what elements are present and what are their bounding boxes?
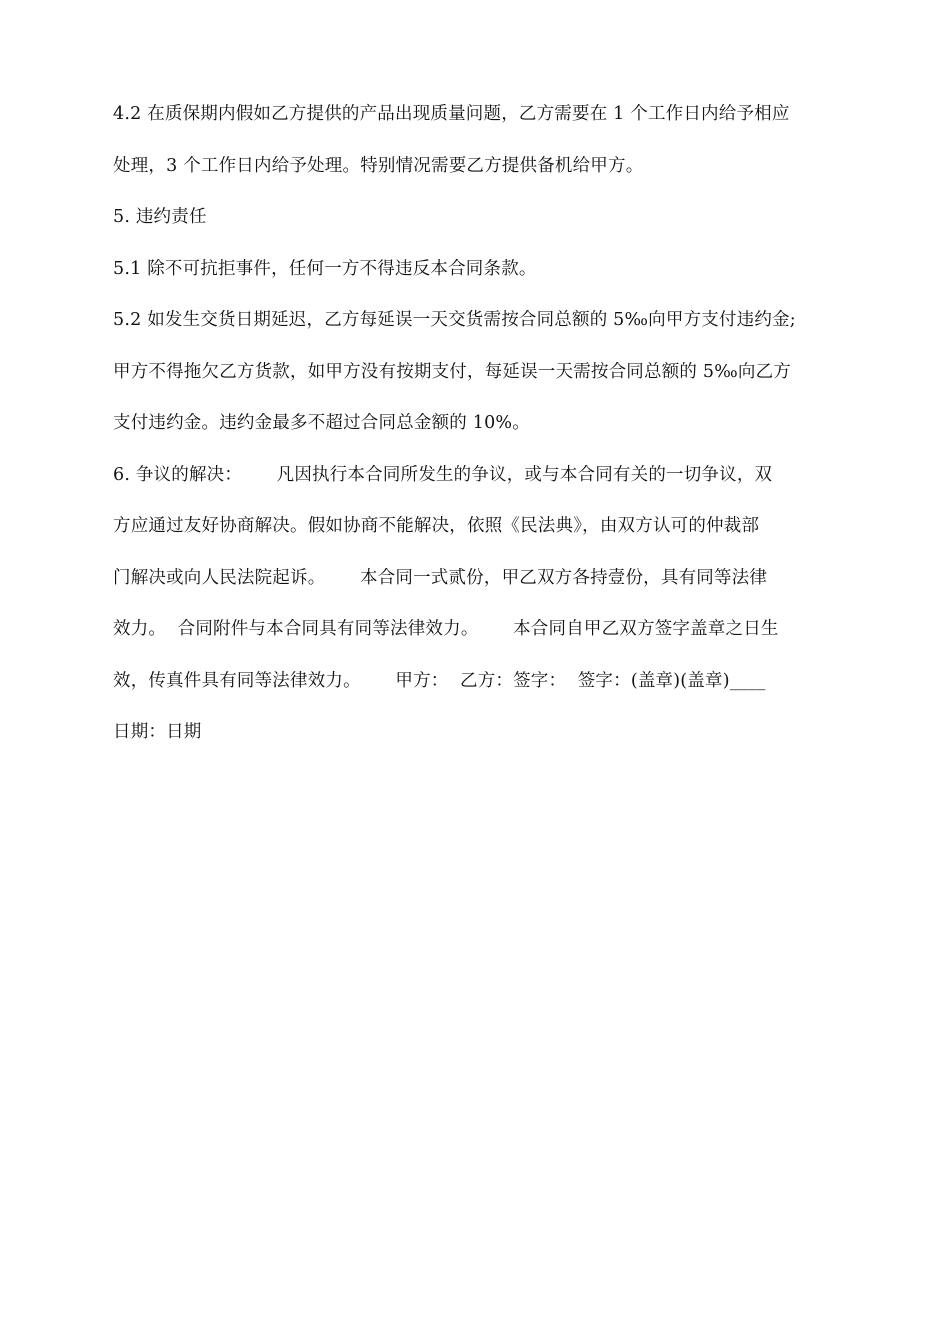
clause-5-2-line-2: 甲方不得拖欠乙方货款，如甲方没有按期支付，每延误一天需按合同总额的 5‰向乙方 <box>113 361 791 382</box>
section-6-line-4: 效力。 合同附件与本合同具有同等法律效力。 本合同自甲乙双方签字盖章之日生 <box>113 619 779 639</box>
clause-4-2-line-1: 4.2 在质保期内假如乙方提供的产品出现质量问题，乙方需要在 1 个工作日内给予相应 <box>113 104 790 124</box>
clause-5-2-line-1: 5.2 如发生交货日期延迟，乙方每延误一天交货需按合同总额的 5‰向甲方支付违约金; <box>113 310 796 330</box>
section-5-heading: 5. 违约责任 <box>113 207 207 227</box>
section-6-line-2: 方应通过友好协商解决。假如协商不能解决，依照《民法典》，由双方认可的仲裁部 <box>113 516 760 536</box>
date-line: 日期：日期 <box>113 722 202 742</box>
contract-body <box>113 92 838 762</box>
section-6-line-3: 门解决或向人民法院起诉。 本合同一式贰份，甲乙双方各持壹份，具有同等法律 <box>113 567 768 588</box>
signature-line: 效，传真件具有同等法律效力。 甲方： 乙方：签字： 签字：(盖章)(盖章)____ <box>113 670 766 691</box>
clause-5-1: 5.1 除不可抗拒事件，任何一方不得违反本合同条款。 <box>113 258 537 279</box>
clause-4-2-line-2: 处理，3 个工作日内给予处理。特别情况需要乙方提供备机给甲方。 <box>113 155 644 176</box>
section-6-line-1: 6. 争议的解决： 凡因执行本合同所发生的争议，或与本合同有关的一切争议，双 <box>113 464 773 485</box>
clause-5-2-line-3: 支付违约金。违约金最多不超过合同总金额的 10%。 <box>113 413 530 433</box>
